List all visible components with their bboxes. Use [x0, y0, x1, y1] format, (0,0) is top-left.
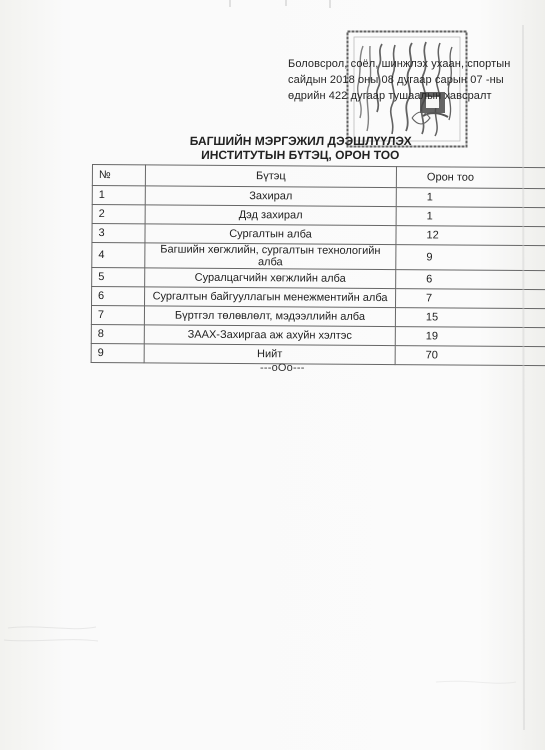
- position-count: 12: [396, 226, 545, 246]
- structure-table: [91, 164, 545, 366]
- document-title: [188, 134, 414, 162]
- position-count: 1: [396, 188, 545, 208]
- row-number: 6: [92, 287, 145, 306]
- position-count: 6: [396, 270, 545, 290]
- unit-name: Дэд захирал: [145, 205, 396, 226]
- structure-table-container: [91, 164, 494, 366]
- position-count: 1: [396, 207, 545, 227]
- decree-line-2: сайдын 2018 оны 08 дугаар сарын 07 -ны: [288, 74, 504, 86]
- table-row: [92, 243, 545, 271]
- position-count: 70: [395, 346, 545, 366]
- unit-name: Бүртгэл төлөвлөлт, мэдээллийн алба: [144, 306, 395, 327]
- position-count-column-header: Орон тоо: [396, 167, 545, 189]
- unit-name: ЗААХ-Захиргаа аж ахуйн хэлтэс: [144, 325, 395, 346]
- row-number: 9: [91, 343, 144, 362]
- position-count: 15: [395, 308, 545, 328]
- position-count: 7: [396, 289, 545, 309]
- decree-reference: [288, 56, 513, 104]
- number-column-header: №: [92, 165, 145, 186]
- unit-name: Багшийн хөгжлийн, сургалтын технологийн алба: [145, 243, 396, 270]
- title-line-2: ИНСТИТУТЫН БҮТЭЦ, ОРОН ТОО: [200, 148, 400, 162]
- row-number: 8: [91, 324, 144, 343]
- table-row-total: [91, 343, 545, 365]
- row-number: 3: [92, 224, 145, 243]
- title-line-1: БАГШИЙН МЭРГЭЖИЛ ДЭЭШЛҮҮЛЭХ: [189, 134, 412, 148]
- unit-name: Суралцагчийн хөгжлийн алба: [145, 268, 396, 289]
- unit-name: Сургалтын байгууллагын менежментийн алба: [145, 287, 396, 308]
- decree-line-1: Боловсрол, соёл, шинжлэх ухаан, спортын: [288, 58, 511, 70]
- row-number: 2: [92, 205, 145, 224]
- closing-separator: ---oOo---: [260, 362, 305, 374]
- structure-column-header: Бүтэц: [145, 165, 396, 188]
- position-count: 9: [396, 245, 545, 271]
- row-number: 1: [92, 186, 145, 205]
- top-scan-marks: [218, 0, 338, 10]
- row-number: 7: [91, 306, 144, 325]
- row-number: 4: [92, 243, 145, 268]
- unit-name: Нийт: [144, 344, 395, 365]
- unit-name: Сургалтын алба: [145, 224, 396, 245]
- position-count: 19: [395, 327, 545, 347]
- table-body: [91, 186, 545, 366]
- unit-name: Захирал: [145, 186, 396, 207]
- decree-line-3: өдрийн 422 дугаар тушаалын хавсралт: [288, 90, 492, 102]
- row-number: 5: [92, 268, 145, 287]
